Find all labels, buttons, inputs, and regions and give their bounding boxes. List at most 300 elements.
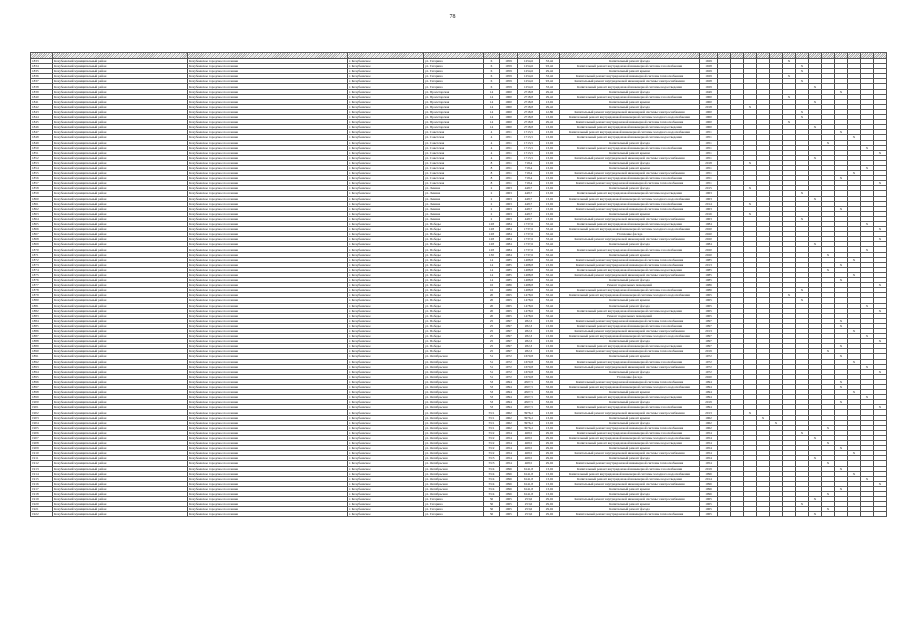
table-cell: ул. Октябрьская	[424, 456, 484, 461]
mark-cell: X	[796, 502, 809, 507]
table-cell: 8	[484, 181, 500, 186]
table-cell: г. Кочубеевское	[348, 155, 424, 160]
table-cell: Капитальный ремонт внутридомовой инженерной системы теплоснабжения	[560, 461, 700, 466]
table-cell: г. Кочубеевское	[348, 318, 424, 323]
table-cell: 1670,8	[518, 359, 540, 364]
table-cell: г. Кочубеевское	[348, 222, 424, 227]
table-cell: ул. Победы	[424, 232, 484, 237]
table-cell: 4507,5	[518, 385, 540, 390]
mark-cell: X	[861, 222, 874, 227]
table-cell: г. Кочубеевское	[348, 354, 424, 359]
register-sheet	[30, 52, 880, 622]
table-cell: Кочубеевское городское поселение	[188, 502, 348, 507]
mark-cell: X	[744, 160, 757, 165]
table-cell: 50	[484, 512, 500, 517]
table-cell: 33,02	[540, 400, 560, 405]
table-cell: Кочубеевское городское поселение	[188, 104, 348, 109]
table-cell: ул. Победы	[424, 308, 484, 313]
table-cell: ул. Победы	[424, 262, 484, 267]
table-cell: Кочубеевский муниципальный район	[53, 216, 188, 221]
table-cell: 1670,8	[518, 369, 540, 374]
table-cell: Кочубеевский муниципальный район	[53, 74, 188, 79]
table-cell: 6	[484, 59, 500, 64]
table-cell: г. Кочубеевское	[348, 420, 424, 425]
table-cell: Кочубеевский муниципальный район	[53, 435, 188, 440]
table-cell: 282,3	[518, 323, 540, 328]
table-cell: 14	[484, 109, 500, 114]
table-cell: ул. Советская	[424, 140, 484, 145]
table-cell: 1878	[31, 288, 53, 293]
table-cell: 1951	[700, 176, 718, 181]
table-cell: Капитальный ремонт фасада	[560, 339, 700, 344]
table-cell: 13,02	[540, 216, 560, 221]
table-cell: 1737,6	[518, 242, 540, 247]
mark-cell: X	[848, 471, 861, 476]
table-cell: 2018	[700, 160, 718, 165]
table-cell: 253,6	[518, 502, 540, 507]
table-cell: Кочубеевское городское поселение	[188, 242, 348, 247]
table-cell: Капитальный ремонт крыши	[560, 150, 700, 155]
table-cell: Капитальный ремонт внутридомовой инженерной системы электроснабжения	[560, 237, 700, 242]
table-cell: 1854	[31, 165, 53, 170]
table-cell: 1846	[31, 125, 53, 130]
table-cell: ул. Октябрьская	[424, 446, 484, 451]
table-cell: 1954	[500, 446, 518, 451]
table-cell: 1888	[31, 339, 53, 344]
table-cell: 6141,8	[518, 486, 540, 491]
table-cell: 1713,5	[518, 135, 540, 140]
table-cell: Капитальный ремонт внутридомовой инженерной системы теплоснабжения	[560, 379, 700, 384]
table-cell: Кочубеевский муниципальный район	[53, 211, 188, 216]
table-cell: Кочубеевское городское поселение	[188, 466, 348, 471]
table-cell: г. Кочубеевское	[348, 349, 424, 354]
table-cell: Капитальный ремонт фасада	[560, 104, 700, 109]
table-cell: 13,02	[540, 476, 560, 481]
table-cell: г. Кочубеевское	[348, 150, 424, 155]
table-cell: г. Кочубеевское	[348, 262, 424, 267]
table-cell: Капитальный ремонт внутридомовой инженерной системы теплоснабжения	[560, 74, 700, 79]
table-cell: 51	[484, 369, 500, 374]
table-cell: Кочубеевский муниципальный район	[53, 497, 188, 502]
mark-cell: X	[809, 435, 822, 440]
table-cell: Кочубеевский муниципальный район	[53, 349, 188, 354]
table-cell: 1839	[31, 89, 53, 94]
table-cell: 1951	[500, 135, 518, 140]
table-cell: Капитальный ремонт фасада	[560, 491, 700, 496]
table-cell: 1488,8	[518, 272, 540, 277]
mark-cell: X	[861, 364, 874, 369]
table-cell: Кочубеевское городское поселение	[188, 211, 348, 216]
table-cell: 1965	[700, 507, 718, 512]
table-cell: 1972	[500, 364, 518, 369]
table-cell: 13,02	[540, 420, 560, 425]
mark-cell: X	[848, 135, 861, 140]
table-cell: 1865	[31, 222, 53, 227]
table-cell: Капитальный ремонт внутридомовой инженерной системы водоотведения	[560, 441, 700, 446]
table-cell: Кочубеевский муниципальный район	[53, 507, 188, 512]
table-cell: Кочубеевское городское поселение	[188, 451, 348, 456]
table-cell: Ремонт подвальных помещений	[560, 283, 700, 288]
table-cell: Капитальный ремонт крыши	[560, 298, 700, 303]
table-cell: 16	[484, 288, 500, 293]
table-cell: 1984	[500, 237, 518, 242]
mark-cell: X	[809, 99, 822, 104]
table-cell: 2013	[700, 262, 718, 267]
table-cell: 1951	[700, 181, 718, 186]
table-cell: Кочубеевский муниципальный район	[53, 79, 188, 84]
table-cell: 1670,8	[518, 364, 540, 369]
table-cell: г. Кочубеевское	[348, 369, 424, 374]
mark-cell: X	[861, 145, 874, 150]
table-cell: Кочубеевский муниципальный район	[53, 451, 188, 456]
table-cell: г. Кочубеевское	[348, 79, 424, 84]
table-cell: 1670,8	[518, 374, 540, 379]
table-cell: 1922	[31, 512, 53, 517]
table-cell: Капитальный ремонт внутридомовой инженерной системы электроснабжения	[560, 481, 700, 486]
table-cell: 2020	[700, 237, 718, 242]
table-cell: 448,7	[518, 216, 540, 221]
table-cell: 1994	[700, 385, 718, 390]
mark-cell	[848, 512, 861, 517]
table-cell: 13,02	[540, 99, 560, 104]
table-cell: 13,02	[540, 115, 560, 120]
table-cell: 1985	[500, 257, 518, 262]
table-cell: 13,02	[540, 481, 560, 486]
table-cell: 55/1	[484, 410, 500, 415]
table-cell: 2	[484, 201, 500, 206]
table-cell: 1857	[31, 181, 53, 186]
table-cell: Кочубеевский муниципальный район	[53, 267, 188, 272]
table-cell: ул. Победы	[424, 237, 484, 242]
table-cell: Кочубеевское городское поселение	[188, 303, 348, 308]
table-cell: 2014	[700, 201, 718, 206]
mark-cell	[874, 512, 887, 517]
table-cell: 1713,5	[518, 140, 540, 145]
table-cell: 55/4	[484, 491, 500, 496]
table-cell: 6	[484, 74, 500, 79]
mark-cell: X	[848, 328, 861, 333]
table-cell: Капитальный ремонт внутридомовой инженерной системы водоотведения	[560, 344, 700, 349]
table-cell: 14	[484, 267, 500, 272]
table-cell: Кочубеевский муниципальный район	[53, 461, 188, 466]
table-cell: г. Кочубеевское	[348, 313, 424, 318]
table-cell: Кочубеевский муниципальный район	[53, 379, 188, 384]
table-cell: Капитальный ремонт внутридомовой инженерной системы теплоснабжения	[560, 512, 700, 517]
table-cell: Капитальный ремонт внутридомовой инженерной системы газоснабжения	[560, 201, 700, 206]
table-cell: г. Кочубеевское	[348, 89, 424, 94]
table-cell: Кочубеевский муниципальный район	[53, 115, 188, 120]
table-cell: 13,02	[540, 196, 560, 201]
table-cell: ул. Ленина	[424, 186, 484, 191]
table-cell: 1996	[700, 486, 718, 491]
table-cell: г. Кочубеевское	[348, 237, 424, 242]
table-cell: Капитальный ремонт внутридомовой инженерной системы холодного водоснабжения	[560, 115, 700, 120]
table-cell: 1670,8	[518, 354, 540, 359]
table-cell: 1954	[500, 451, 518, 456]
table-cell: 1954	[500, 430, 518, 435]
table-cell: 2718,8	[518, 99, 540, 104]
mark-cell: X	[835, 206, 848, 211]
table-cell: 29,02	[540, 502, 560, 507]
table-cell: 1845	[31, 120, 53, 125]
table-cell: 1885	[31, 323, 53, 328]
mark-cell: X	[744, 211, 757, 216]
table-cell: 4	[484, 140, 500, 145]
table-cell: Кочубеевский муниципальный район	[53, 308, 188, 313]
table-cell: 1914	[31, 471, 53, 476]
table-cell: 1875	[31, 272, 53, 277]
table-cell: г. Кочубеевское	[348, 84, 424, 89]
table-cell: ул. Октябрьская	[424, 415, 484, 420]
table-cell: 6	[484, 79, 500, 84]
table-cell: Кочубеевский муниципальный район	[53, 481, 188, 486]
capital-repair-table	[30, 52, 887, 517]
table-cell: г. Кочубеевское	[348, 181, 424, 186]
table-cell: Кочубеевское городское поселение	[188, 379, 348, 384]
table-cell: 468,5	[518, 461, 540, 466]
table-cell: 1994	[500, 395, 518, 400]
mark-cell: X	[848, 359, 861, 364]
table-cell: г. Кочубеевское	[348, 283, 424, 288]
table-cell: Капитальный ремонт внутридомовой инженерной системы холодного водоснабжения	[560, 471, 700, 476]
table-cell: Кочубеевский муниципальный район	[53, 135, 188, 140]
table-cell: г. Кочубеевское	[348, 120, 424, 125]
table-cell: 1954	[500, 461, 518, 466]
table-cell: 1864	[31, 216, 53, 221]
table-cell: 1863	[31, 211, 53, 216]
table-cell: 13,02	[540, 349, 560, 354]
mark-cell: X	[809, 242, 822, 247]
table-cell: ул. Советская	[424, 145, 484, 150]
table-cell: г. Кочубеевское	[348, 456, 424, 461]
table-cell: г. Кочубеевское	[348, 288, 424, 293]
mark-cell: X	[744, 201, 757, 206]
table-cell: 1962	[700, 425, 718, 430]
table-cell: 4507,5	[518, 405, 540, 410]
table-cell: 1963	[500, 206, 518, 211]
table-cell: г. Кочубеевское	[348, 339, 424, 344]
table-cell: 1886	[31, 328, 53, 333]
table-cell: Кочубеевский муниципальный район	[53, 344, 188, 349]
mark-cell: X	[861, 247, 874, 252]
table-cell: Кочубеевское городское поселение	[188, 313, 348, 318]
table-cell: 20	[484, 293, 500, 298]
table-cell: Капитальный ремонт внутридомовой инженерной системы электроснабжения	[560, 328, 700, 333]
table-cell: ул. Победы	[424, 288, 484, 293]
table-cell: Кочубеевский муниципальный район	[53, 395, 188, 400]
table-cell: 1954	[500, 441, 518, 446]
mark-cell: X	[796, 430, 809, 435]
table-cell: Кочубеевский муниципальный район	[53, 247, 188, 252]
table-cell: 468,5	[518, 456, 540, 461]
table-cell: 1965	[700, 298, 718, 303]
mark-cell: X	[835, 466, 848, 471]
mark-cell: X	[861, 334, 874, 339]
table-cell: Капитальный ремонт внутридомовой инженерной системы электроснабжения	[560, 497, 700, 502]
table-cell: 1488,8	[518, 257, 540, 262]
table-cell: Кочубеевское городское поселение	[188, 405, 348, 410]
table-cell: 1960	[700, 99, 718, 104]
table-cell: Капитальный ремонт внутридомовой инженерной системы холодного водоснабжения	[560, 385, 700, 390]
mark-cell: X	[822, 140, 835, 145]
table-cell: Кочубеевское городское поселение	[188, 354, 348, 359]
mark-cell: X	[744, 104, 757, 109]
table-cell: 33,42	[540, 303, 560, 308]
table-cell: ул. Гагарина	[424, 64, 484, 69]
table-cell: ул. Пролетарская	[424, 104, 484, 109]
table-cell: 1488,8	[518, 278, 540, 283]
table-cell: 253,6	[518, 497, 540, 502]
table-cell: Кочубеевский муниципальный район	[53, 491, 188, 496]
table-cell: 1841	[31, 99, 53, 104]
table-cell: 1994	[500, 385, 518, 390]
table-cell: ул. Пролетарская	[424, 94, 484, 99]
table-cell: г. Кочубеевское	[348, 328, 424, 333]
table-cell: г. Кочубеевское	[348, 502, 424, 507]
table-cell: 13,02	[540, 471, 560, 476]
mark-cell: X	[783, 120, 796, 125]
table-cell: Кочубеевский муниципальный район	[53, 145, 188, 150]
table-cell: Капитальный ремонт внутридомовой инженерной системы холодного водоснабжения	[560, 435, 700, 440]
mark-cell: X	[848, 171, 861, 176]
table-cell: 55/4	[484, 466, 500, 471]
table-cell: 1254,6	[518, 84, 540, 89]
table-cell: 1916	[31, 481, 53, 486]
table-cell: 1951	[700, 155, 718, 160]
table-cell: 1254,6	[518, 64, 540, 69]
table-cell: Утепление фасада	[560, 232, 700, 237]
table-cell: 1954	[700, 451, 718, 456]
table-cell: г. Кочубеевское	[348, 430, 424, 435]
table-cell: Кочубеевское городское поселение	[188, 293, 348, 298]
table-cell: 55/2	[484, 441, 500, 446]
table-cell: 1996	[500, 471, 518, 476]
table-cell: 1954	[700, 461, 718, 466]
table-cell: 1959	[500, 74, 518, 79]
table-cell: Кочубеевский муниципальный район	[53, 446, 188, 451]
table-cell: ул. Октябрьская	[424, 410, 484, 415]
table-cell: г. Кочубеевское	[348, 140, 424, 145]
table-cell: 55/3	[484, 461, 500, 466]
table-cell: Кочубеевский муниципальный район	[53, 191, 188, 196]
table-cell: 1994	[500, 390, 518, 395]
table-cell: г. Кочубеевское	[348, 252, 424, 257]
table-cell: Кочубеевский муниципальный район	[53, 313, 188, 318]
table-cell: 1951	[700, 140, 718, 145]
table-cell: Капитальный ремонт внутридомовой инженерной системы теплоснабжения	[560, 262, 700, 267]
table-cell: 1994	[700, 379, 718, 384]
table-cell: Кочубеевское городское поселение	[188, 94, 348, 99]
table-cell: Кочубеевский муниципальный район	[53, 94, 188, 99]
table-cell: ул. Гагарина	[424, 84, 484, 89]
table-cell: Капитальный ремонт фасада	[560, 303, 700, 308]
table-cell: Кочубеевский муниципальный район	[53, 222, 188, 227]
mark-cell: X	[874, 339, 887, 344]
table-cell: Кочубеевское городское поселение	[188, 135, 348, 140]
table-cell: Кочубеевский муниципальный район	[53, 323, 188, 328]
table-cell: 1929	[700, 84, 718, 89]
mark-cell	[861, 512, 874, 517]
table-cell: ул. Октябрьская	[424, 466, 484, 471]
table-cell: ул. Октябрьская	[424, 461, 484, 466]
table-cell: 1986	[700, 288, 718, 293]
table-cell: 1835	[31, 69, 53, 74]
table-cell: Кочубеевское городское поселение	[188, 252, 348, 257]
table-cell: 1873	[31, 262, 53, 267]
mark-cell: X	[835, 486, 848, 491]
table-cell: 13,02	[540, 171, 560, 176]
table-cell: Кочубеевское городское поселение	[188, 395, 348, 400]
table-cell: 1901	[31, 405, 53, 410]
table-cell: 1869	[31, 242, 53, 247]
table-cell: ул. Октябрьская	[424, 451, 484, 456]
table-cell: 13,02	[540, 125, 560, 130]
table-cell: 1907	[31, 435, 53, 440]
table-cell: Капитальный ремонт крыши	[560, 446, 700, 451]
table-cell: Капитальный ремонт фасада	[560, 369, 700, 374]
mark-cell: X	[783, 74, 796, 79]
table-cell: ул. Победы	[424, 313, 484, 318]
table-cell: Кочубеевский муниципальный район	[53, 339, 188, 344]
table-cell: ул. Октябрьская	[424, 476, 484, 481]
table-cell: Кочубеевское городское поселение	[188, 497, 348, 502]
table-cell: г. Кочубеевское	[348, 145, 424, 150]
table-cell: 33,42	[540, 59, 560, 64]
table-cell: Капитальный ремонт фасада	[560, 242, 700, 247]
table-cell: 1951	[700, 165, 718, 170]
table-cell: Кочубеевское городское поселение	[188, 89, 348, 94]
table-cell: 13,02	[540, 176, 560, 181]
table-cell: 1871	[31, 252, 53, 257]
table-cell: 50	[484, 502, 500, 507]
table-cell: Кочубеевское городское поселение	[188, 216, 348, 221]
mark-cell	[718, 512, 731, 517]
table-cell: 55/4	[484, 481, 500, 486]
mark-cell: X	[809, 456, 822, 461]
table-cell: 1963	[700, 191, 718, 196]
table-cell: Кочубеевское городское поселение	[188, 262, 348, 267]
table-cell: 2020	[700, 227, 718, 232]
table-cell: ул. Советская	[424, 150, 484, 155]
table-cell: 13,02	[540, 186, 560, 191]
table-cell: Кочубеевский муниципальный район	[53, 125, 188, 130]
table-cell: 1954	[500, 435, 518, 440]
table-cell: 4507,5	[518, 379, 540, 384]
table-cell: Кочубеевский муниципальный район	[53, 84, 188, 89]
table-cell: 55/1	[484, 420, 500, 425]
table-cell: 25	[484, 323, 500, 328]
table-cell: 1908	[31, 441, 53, 446]
table-cell: ул. Пролетарская	[424, 99, 484, 104]
table-cell: 51	[484, 354, 500, 359]
table-cell: Капитальный ремонт внутридомовой инженерной системы газоснабжения	[560, 430, 700, 435]
table-cell: 1963	[500, 216, 518, 221]
table-cell: 13,02	[540, 160, 560, 165]
table-cell: ул. Советская	[424, 130, 484, 135]
table-cell: ул. Советская	[424, 176, 484, 181]
table-cell: 1962	[700, 420, 718, 425]
table-cell: 3976,2	[518, 415, 540, 420]
table-cell: Кочубеевский муниципальный район	[53, 64, 188, 69]
table-cell: 1894	[31, 369, 53, 374]
table-cell: 1965	[500, 303, 518, 308]
table-cell: Капитальный ремонт внутридомовой инженерной системы холодного водоснабжения	[560, 227, 700, 232]
table-cell: 13,02	[540, 201, 560, 206]
table-cell: 25	[484, 344, 500, 349]
table-cell: Капитальный ремонт внутридомовой инженерной системы газоснабжения	[560, 323, 700, 328]
table-cell: Капитальный ремонт внутридомовой инженерной системы холодного водоснабжения	[560, 334, 700, 339]
table-cell: г. Кочубеевское	[348, 125, 424, 130]
